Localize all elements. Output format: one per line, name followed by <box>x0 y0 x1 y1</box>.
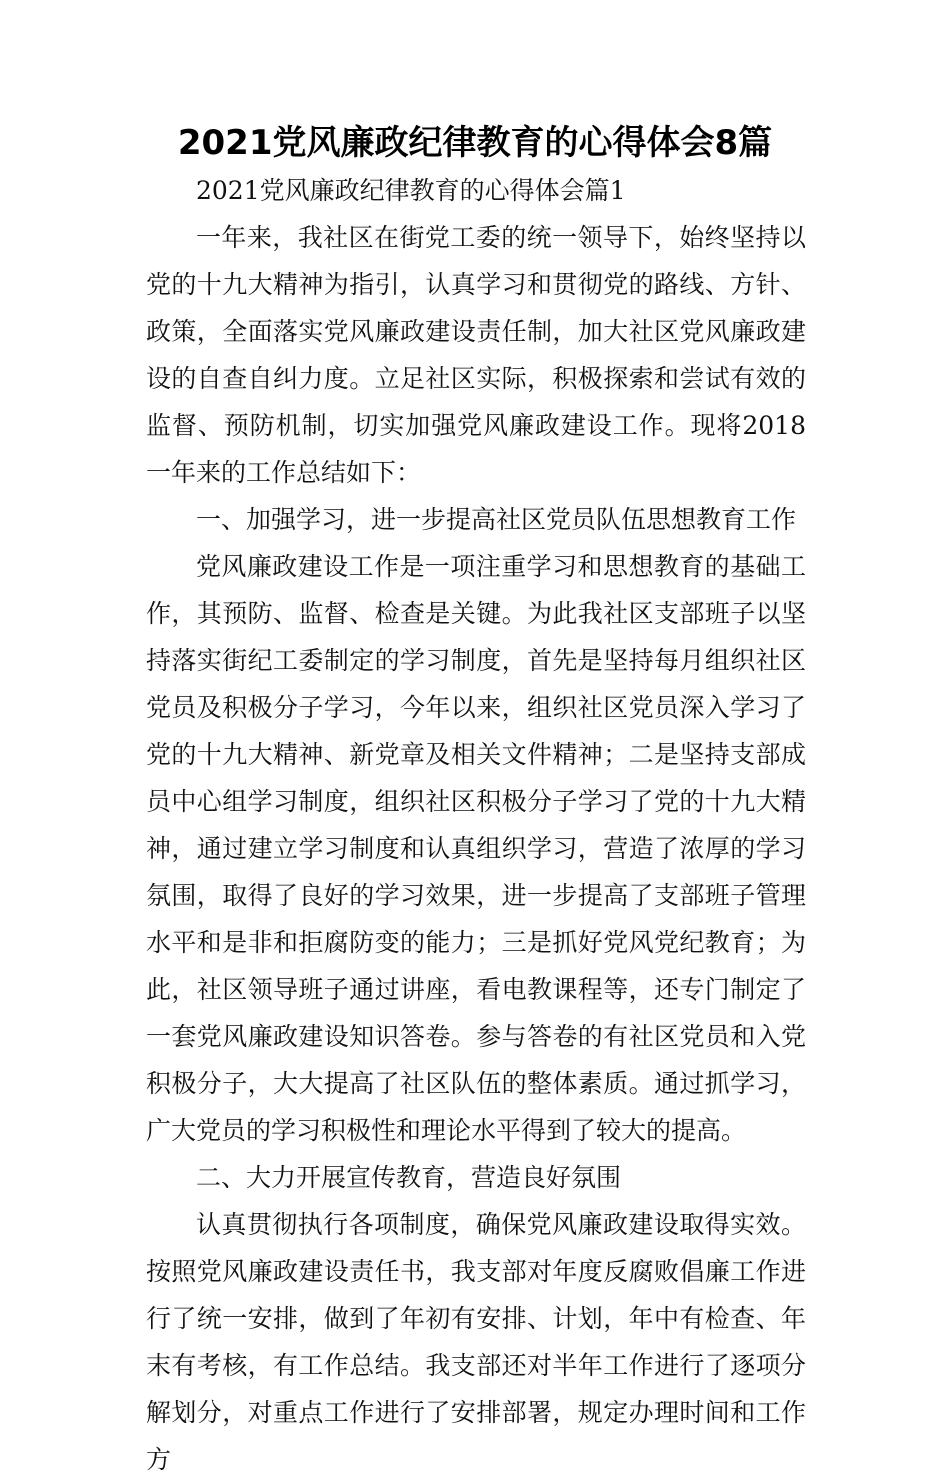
body-paragraph: 党风廉政建设工作是一项注重学习和思想教育的基础工作，其预防、监督、检查是关键。为此我社区支部班子以坚持落实街纪工委制定的学习制度，首先是坚持每月组织社区党员及积极分子学习，今年以来，组织社区党员深入学习了党的十九大精神、新党章及相关文件精神；二是坚持支部成员中心组学习制度，组织社区积极分子学习了党的十九大精神，通过建立学习制度和认真组织学习，营造了浓厚的学习氛围，取得了良好的学习效果，进一步提高了支部班子管理水平和是非和拒腐防变的能力；三是抓好党风党纪教育；为此，社区领导班子通过讲座，看电教课程等，还专门制定了一套党风廉政建设知识答卷。参与答卷的有社区党员和入党积极分子，大大提高了社区队伍的整体素质。通过抓学习，广大党员的学习积极性和理论水平得到了较大的提高。 <box>146 552 806 1145</box>
section-heading-1: 一、加强学习，进一步提高社区党员队伍思想教育工作 <box>196 505 797 534</box>
document-body <box>146 167 806 1483</box>
body-paragraph: 认真贯彻执行各项制度，确保党风廉政建设取得实效。按照党风廉政建设责任书，我支部对年度反腐败倡廉工作进行了统一安排，做到了年初有安排、计划，年中有检查、年末有考核，有工作总结。我支部还对半年工作进行了逐项分解划分，对重点工作进行了安排部署，规定办理时间和工作方 <box>146 1210 806 1474</box>
body-paragraph: 一年来，我社区在街党工委的统一领导下，始终坚持以党的十九大精神为指引，认真学习和贯彻党的路线、方针、政策，全面落实党风廉政建设责任制，加大社区党风廉政建设的自查自纠力度。立足社区实际，积极探索和尝试有效的监督、预防机制，切实加强党风廉政建设工作。现将2018一年来的工作总结如下： <box>146 223 806 487</box>
section-subtitle: 2021党风廉政纪律教育的心得体会篇1 <box>196 176 626 205</box>
document-title: 2021党风廉政纪律教育的心得体会8篇 <box>177 123 773 163</box>
section-heading-2: 二、大力开展宣传教育，营造良好氛围 <box>196 1163 622 1192</box>
